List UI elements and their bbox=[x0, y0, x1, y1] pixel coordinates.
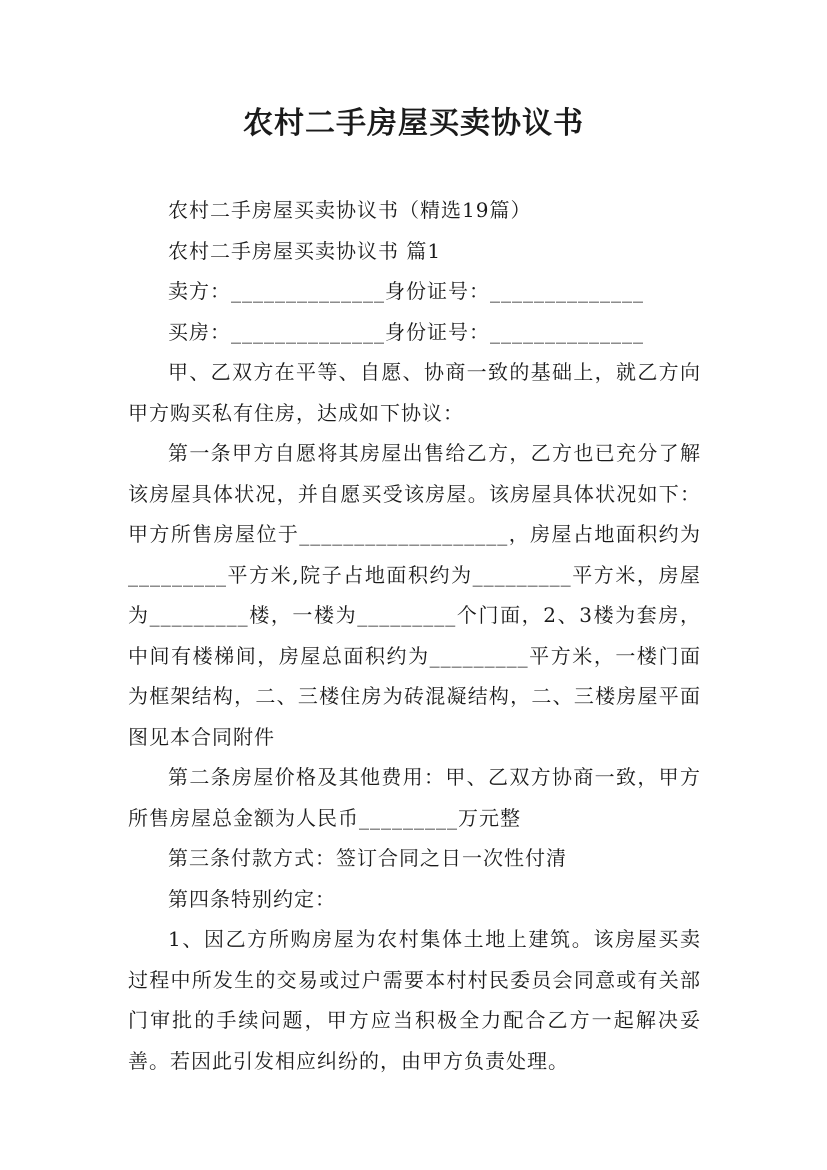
paragraph-subtitle: 农村二手房屋买卖协议书（精选19篇） bbox=[168, 198, 532, 222]
paragraph-article-4: 第四条特别约定： bbox=[168, 886, 336, 911]
paragraph-article-1: 第一条甲方自愿将其房屋出售给乙方，乙方也已充分了解该房屋具体状况，并自愿买受该房屋。该房屋具体状况如下：甲方所售房屋位于___________________，房屋占地面积约为_________平方米,院子占地面积约为_________平方米，房屋为_________楼，一楼为_________个门面，2、3楼为套房，中间有楼梯间，房屋总面积约为_________平方米，一楼门面为框架结构，二、三楼住房为砖混凝结构，二、三楼房屋平面图见本合同附件 bbox=[128, 441, 701, 749]
paragraph-section-heading: 农村二手房屋买卖协议书 篇1 bbox=[168, 238, 442, 263]
paragraph-buyer: 买房：______________身份证号：______________ bbox=[168, 319, 644, 344]
paragraph-article-3: 第三条付款方式：签订合同之日一次性付清 bbox=[168, 846, 567, 870]
paragraph-seller: 卖方：______________身份证号：______________ bbox=[168, 279, 644, 303]
paragraph-article-2: 第二条房屋价格及其他费用：甲、乙双方协商一致，甲方所售房屋总金额为人民币_________万元整 bbox=[128, 765, 701, 830]
document-body bbox=[128, 190, 701, 1081]
paragraph-article-4-item-1: 1、因乙方所购房屋为农村集体土地上建筑。该房屋买卖过程中所发生的交易或过户需要本村村民委员会同意或有关部门审批的手续问题，甲方应当积极全力配合乙方一起解决妥善。若因此引发相应纠纷的，由甲方负责处理。 bbox=[128, 927, 701, 1073]
document-title: 农村二手房屋买卖协议书 bbox=[243, 106, 584, 141]
paragraph-preamble: 甲、乙双方在平等、自愿、协商一致的基础上，就乙方向甲方购买私有住房，达成如下协议： bbox=[128, 360, 701, 425]
